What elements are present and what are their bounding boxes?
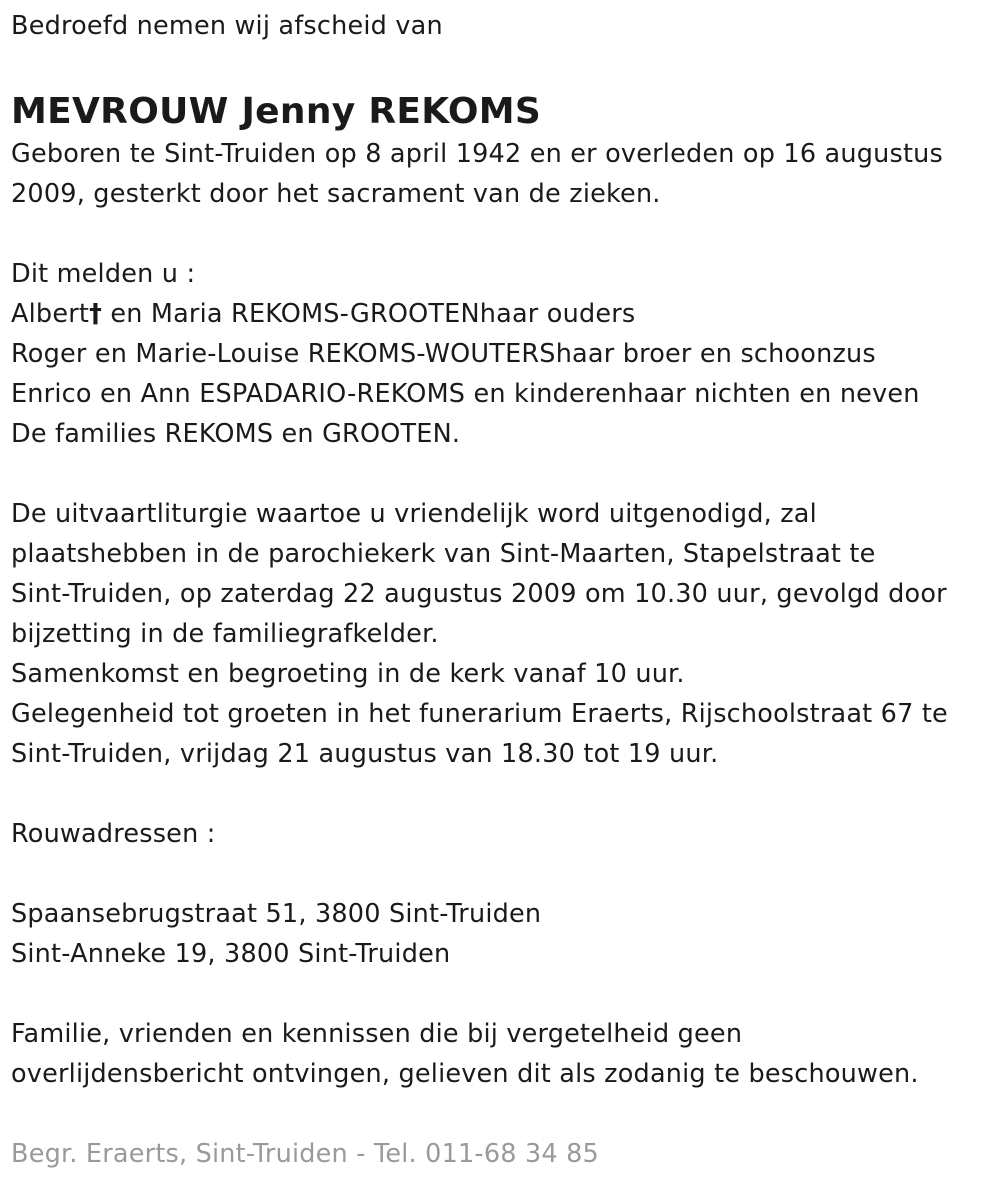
funeral-line-4: bijzetting in de familiegrafkelder.	[11, 619, 439, 649]
family-heading: Dit melden u :	[11, 259, 196, 289]
address-2: Sint-Anneke 19, 3800 Sint-Truiden	[11, 939, 451, 969]
spacer	[11, 974, 991, 1014]
family-row-4: De families REKOMS en GROOTEN.	[11, 419, 461, 449]
funeral-home-footer: Begr. Eraerts, Sint-Truiden - Tel. 011-68 34 85	[11, 1139, 599, 1169]
addresses-heading: Rouwadressen :	[11, 819, 216, 849]
born-died-line-2: 2009, gesterkt door het sacrament van de zieken.	[11, 179, 661, 209]
notice-line-1: Familie, vrienden en kennissen die bij vergetelheid geen	[11, 1019, 743, 1049]
funeral-line-2: plaatshebben in de parochiekerk van Sint-Maarten, Stapelstraat te	[11, 539, 876, 569]
intro-text: Bedroefd nemen wij afscheid van	[11, 11, 443, 41]
funeral-line-7: Sint-Truiden, vrijdag 21 augustus van 18.30 tot 19 uur.	[11, 739, 719, 769]
spacer	[11, 774, 991, 814]
family-row-2: Roger en Marie-Louise REKOMS-WOUTERShaar broer en schoonzus	[11, 339, 876, 369]
notice-line-2: overlijdensbericht ontvingen, gelieven dit als zodanig te beschouwen.	[11, 1059, 919, 1089]
funeral-line-3: Sint-Truiden, op zaterdag 22 augustus 2009 om 10.30 uur, gevolgd door	[11, 579, 947, 609]
spacer	[11, 214, 991, 254]
deceased-name: MEVROUW Jenny REKOMS	[11, 91, 542, 132]
funeral-line-6: Gelegenheid tot groeten in het funerarium Eraerts, Rijschoolstraat 67 te	[11, 699, 948, 729]
address-1: Spaansebrugstraat 51, 3800 Sint-Truiden	[11, 899, 542, 929]
family-row-1-name: Albert	[11, 299, 90, 329]
spacer	[11, 454, 991, 494]
family-row-3: Enrico en Ann ESPADARIO-REKOMS en kinderenhaar nichten en neven	[11, 379, 920, 409]
cross-icon: †	[89, 299, 103, 329]
spacer	[11, 854, 991, 894]
born-died-line-1: Geboren te Sint-Truiden op 8 april 1942 en er overleden op 16 augustus	[11, 139, 944, 169]
family-row-1-rest: en Maria REKOMS-GROOTENhaar ouders	[102, 299, 636, 329]
family-row-1	[11, 294, 991, 334]
funeral-line-1: De uitvaartliturgie waartoe u vriendelijk word uitgenodigd, zal	[11, 499, 817, 529]
funeral-line-5: Samenkomst en begroeting in de kerk vanaf 10 uur.	[11, 659, 685, 689]
death-notice	[11, 0, 991, 1174]
